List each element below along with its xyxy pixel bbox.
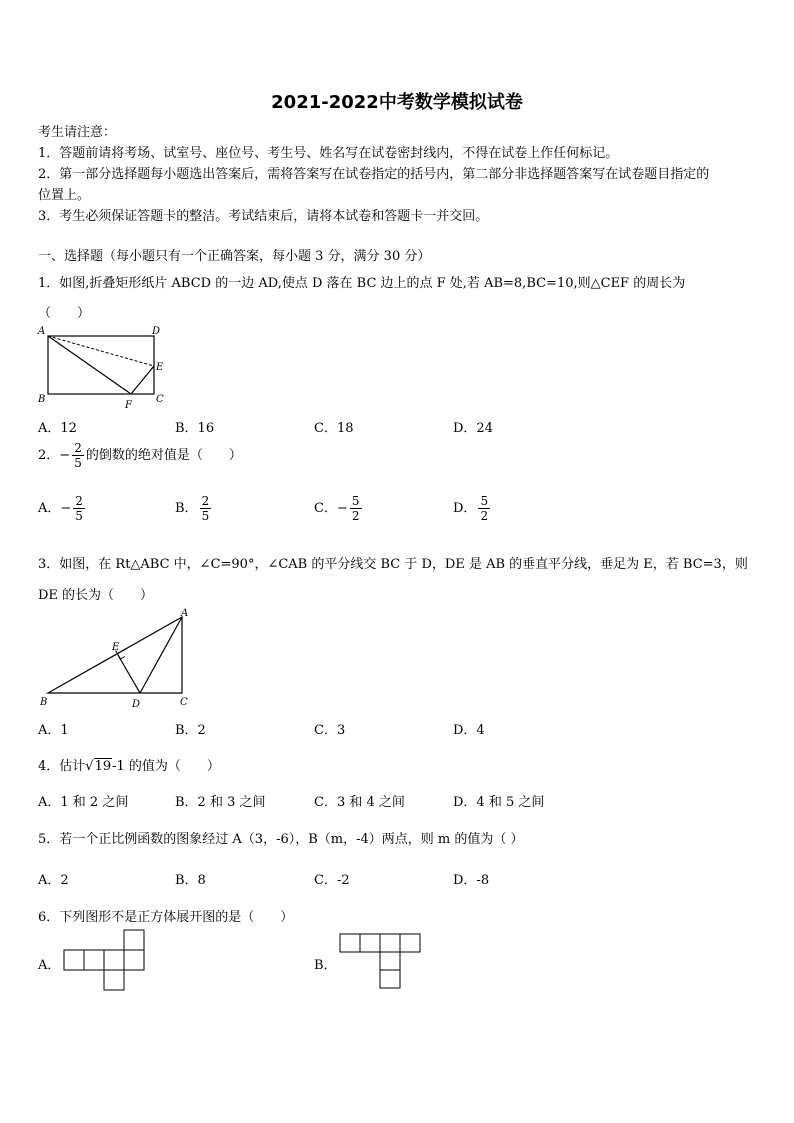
segment-af — [48, 336, 131, 394]
label-a: A — [181, 608, 189, 619]
q5-option-b[interactable]: B．8 — [175, 873, 206, 888]
q3-option-a[interactable]: A．1 — [38, 723, 69, 738]
section-heading: 一、选择题（每小题只有一个正确答案，每小题 3 分，满分 30 分） — [38, 249, 431, 264]
q1-option-a[interactable]: A．12 — [38, 421, 77, 436]
notice-item: 2．第一部分选择题每小题选出答案后，需将答案写在试卷指定的括号内，第二部分非选择题答案写在试卷题目指定的 — [38, 167, 710, 182]
notice-item: 3．考生必须保证答题卡的整洁。考试结束后，请将本试卷和答题卡一并交回。 — [38, 209, 489, 224]
q4-option-c[interactable]: C．3 和 4 之间 — [314, 795, 405, 810]
label-d: D — [152, 326, 161, 337]
notice-item: 位置上。 — [38, 188, 91, 203]
notice-heading: 考生请注意： — [38, 125, 117, 140]
segment-fe — [131, 366, 154, 394]
q6-net-a — [62, 929, 148, 991]
label-b: B — [38, 394, 46, 405]
question-6-text: 6．下列图形不是正方体展开图的是（ ） — [38, 910, 294, 925]
q3-option-b[interactable]: B．2 — [175, 723, 206, 738]
q2-option-b[interactable]: B． $\frac{2}{5}$ — [175, 494, 210, 523]
q2-option-d[interactable]: D． $\frac{5}{2}$ — [453, 494, 489, 523]
q2-option-c[interactable]: C．− $\frac{5}{2}$ — [314, 494, 360, 523]
notice-item: 1．答题前请将考场、试室号、座位号、考生号、姓名写在试卷密封线内，不得在试卷上作任何标记。 — [38, 146, 619, 161]
q6-net-b — [338, 933, 422, 989]
question-3-figure — [34, 606, 204, 712]
q5-option-c[interactable]: C．-2 — [314, 873, 350, 888]
triangle-abc — [48, 617, 182, 693]
label-c: C — [156, 394, 164, 405]
sqrt-icon: √ — [85, 759, 94, 774]
q1-option-c[interactable]: C．18 — [314, 421, 354, 436]
label-b: B — [40, 697, 48, 708]
q1-option-d[interactable]: D．24 — [453, 421, 493, 436]
label-e: E — [112, 642, 120, 653]
q3-option-d[interactable]: D．4 — [453, 723, 485, 738]
question-2-text: 2．− $\frac{2}{5}$ 的倒数的绝对值是（ ） — [38, 441, 242, 470]
q5-option-d[interactable]: D．-8 — [453, 873, 490, 888]
label-e: E — [156, 362, 164, 373]
question-4-text: 4．估计√19-1 的值为（ ） — [38, 759, 220, 774]
q4-option-b[interactable]: B．2 和 3 之间 — [175, 795, 266, 810]
q6-option-a[interactable]: A． — [38, 958, 61, 973]
q4-option-a[interactable]: A．1 和 2 之间 — [38, 795, 129, 810]
question-1-figure — [34, 322, 174, 412]
segment-de — [118, 655, 140, 693]
q1-option-b[interactable]: B．16 — [175, 421, 215, 436]
q5-option-a[interactable]: A．2 — [38, 873, 69, 888]
question-5-text: 5．若一个正比例函数的图象经过 A（3，-6），B（m，-4）两点，则 m 的值为（ ） — [38, 832, 524, 847]
page-title: 2021-2022中考数学模拟试卷 — [271, 92, 523, 113]
question-3-text: 3．如图，在 Rt△ABC 中，∠C=90°，∠CAB 的平分线交 BC 于 D，DE 是 AB 的垂直平分线，垂足为 E，若 BC=3，则 — [38, 557, 748, 572]
question-1-paren: （ ） — [38, 306, 91, 321]
question-3-text-2: DE 的长为（ ） — [38, 588, 154, 603]
q3-option-c[interactable]: C．3 — [314, 723, 346, 738]
q2-option-a[interactable]: A．− $\frac{2}{5}$ — [38, 494, 83, 523]
fraction: $\frac{2}{5}$ — [74, 441, 82, 470]
question-1-text: 1．如图,折叠矩形纸片 ABCD 的一边 AD,使点 D 落在 BC 边上的点 F 处,若 AB=8,BC=10,则△CEF 的周长为 — [38, 276, 686, 291]
label-f: F — [125, 400, 132, 411]
label-d: D — [132, 699, 141, 710]
segment-ae-dashed — [48, 336, 154, 366]
q6-option-b[interactable]: B． — [314, 958, 337, 973]
label-a: A — [38, 326, 46, 337]
label-c: C — [180, 697, 188, 708]
q4-option-d[interactable]: D．4 和 5 之间 — [453, 795, 545, 810]
